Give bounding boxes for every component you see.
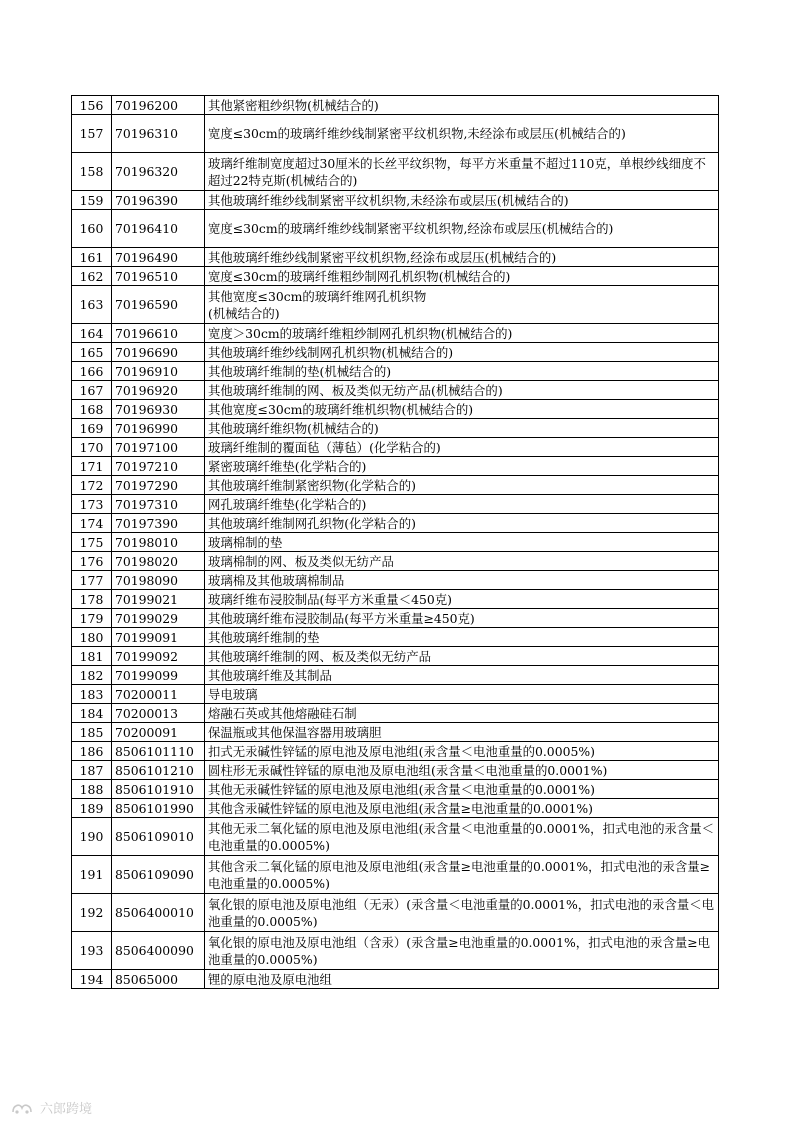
table-row <box>72 970 719 989</box>
table-row <box>72 457 719 476</box>
description-cell: 玻璃棉制的网、板及类似无纺产品 <box>205 552 719 571</box>
hs-code-cell: 70196690 <box>112 343 205 362</box>
table-row <box>72 286 719 324</box>
table-row <box>72 932 719 970</box>
row-number-cell: 166 <box>72 362 112 381</box>
row-number-cell: 191 <box>72 856 112 894</box>
table-row <box>72 533 719 552</box>
row-number-cell: 176 <box>72 552 112 571</box>
description-cell: 玻璃棉及其他玻璃棉制品 <box>205 571 719 590</box>
table-row <box>72 894 719 932</box>
table-row <box>72 685 719 704</box>
description-cell: 玻璃纤维制的覆面毡（薄毡）(化学粘合的) <box>205 438 719 457</box>
row-number-cell: 179 <box>72 609 112 628</box>
row-number-cell: 171 <box>72 457 112 476</box>
description-cell: 其他玻璃纤维织物(机械结合的) <box>205 419 719 438</box>
description-cell: 玻璃棉制的垫 <box>205 533 719 552</box>
hs-code-cell: 8506101990 <box>112 799 205 818</box>
description-cell: 网孔玻璃纤维垫(化学粘合的) <box>205 495 719 514</box>
hs-code-cell: 70199092 <box>112 647 205 666</box>
hs-code-cell: 70199091 <box>112 628 205 647</box>
description-cell: 其他紧密粗纱织物(机械结合的) <box>205 96 719 115</box>
description-cell: 其他玻璃纤维及其制品 <box>205 666 719 685</box>
hs-code-cell: 85065000 <box>112 970 205 989</box>
description-cell: 其他玻璃纤维制的网、板及类似无纺产品 <box>205 647 719 666</box>
row-number-cell: 178 <box>72 590 112 609</box>
table-row <box>72 552 719 571</box>
row-number-cell: 158 <box>72 153 112 191</box>
table-row <box>72 856 719 894</box>
table-row <box>72 780 719 799</box>
description-cell: 其他玻璃纤维纱线制网孔机织物(机械结合的) <box>205 343 719 362</box>
row-number-cell: 180 <box>72 628 112 647</box>
hs-code-cell: 70197100 <box>112 438 205 457</box>
description-cell: 氧化银的原电池及原电池组（无汞）(汞含量＜电池重量的0.0001%，扣式电池的汞含量＜电池重量的0.0005%) <box>205 894 719 932</box>
table-row <box>72 419 719 438</box>
description-cell: 扣式无汞碱性锌锰的原电池及原电池组(汞含量＜电池重量的0.0005%) <box>205 742 719 761</box>
hs-code-cell: 70196390 <box>112 191 205 210</box>
table-row <box>72 742 719 761</box>
table-row <box>72 96 719 115</box>
hs-code-cell: 8506101210 <box>112 761 205 780</box>
description-cell: 圆柱形无汞碱性锌锰的原电池及原电池组(汞含量＜电池重量的0.0001%) <box>205 761 719 780</box>
hs-code-cell: 8506109010 <box>112 818 205 856</box>
hs-code-cell: 70196490 <box>112 248 205 267</box>
description-cell: 熔融石英或其他熔融硅石制 <box>205 704 719 723</box>
row-number-cell: 175 <box>72 533 112 552</box>
description-cell: 其他含汞二氧化锰的原电池及原电池组(汞含量≥电池重量的0.0001%，扣式电池的汞含量≥电池重量的0.0005%) <box>205 856 719 894</box>
hs-code-cell: 70196310 <box>112 115 205 153</box>
table-row <box>72 590 719 609</box>
hs-code-cell: 70196590 <box>112 286 205 324</box>
table-row <box>72 343 719 362</box>
hs-code-cell: 70196920 <box>112 381 205 400</box>
hs-code-cell: 70196200 <box>112 96 205 115</box>
row-number-cell: 182 <box>72 666 112 685</box>
row-number-cell: 170 <box>72 438 112 457</box>
row-number-cell: 160 <box>72 210 112 248</box>
hs-code-cell: 70196910 <box>112 362 205 381</box>
description-cell: 宽度≤30cm的玻璃纤维纱线制紧密平纹机织物,经涂布或层压(机械结合的) <box>205 210 719 248</box>
row-number-cell: 162 <box>72 267 112 286</box>
row-number-cell: 157 <box>72 115 112 153</box>
table-row <box>72 115 719 153</box>
row-number-cell: 184 <box>72 704 112 723</box>
hs-code-cell: 70196410 <box>112 210 205 248</box>
description-cell: 其他宽度≤30cm的玻璃纤维机织物(机械结合的) <box>205 400 719 419</box>
table-row <box>72 799 719 818</box>
description-cell: 其他玻璃纤维制的网、板及类似无纺产品(机械结合的) <box>205 381 719 400</box>
hs-code-cell: 70196610 <box>112 324 205 343</box>
row-number-cell: 188 <box>72 780 112 799</box>
row-number-cell: 163 <box>72 286 112 324</box>
row-number-cell: 181 <box>72 647 112 666</box>
row-number-cell: 173 <box>72 495 112 514</box>
table-row <box>72 647 719 666</box>
row-number-cell: 174 <box>72 514 112 533</box>
row-number-cell: 194 <box>72 970 112 989</box>
row-number-cell: 161 <box>72 248 112 267</box>
table-row <box>72 267 719 286</box>
description-cell: 紧密玻璃纤维垫(化学粘合的) <box>205 457 719 476</box>
description-cell: 玻璃纤维布浸胶制品(每平方米重量＜450克) <box>205 590 719 609</box>
description-cell: 其他宽度≤30cm的玻璃纤维网孔机织物 (机械结合的) <box>205 286 719 324</box>
table-row <box>72 723 719 742</box>
hs-code-cell: 8506400010 <box>112 894 205 932</box>
table-row <box>72 362 719 381</box>
table-row <box>72 818 719 856</box>
hs-code-cell: 8506101110 <box>112 742 205 761</box>
description-cell: 其他玻璃纤维纱线制紧密平纹机织物,未经涂布或层压(机械结合的) <box>205 191 719 210</box>
hs-code-cell: 70198020 <box>112 552 205 571</box>
description-cell: 宽度≤30cm的玻璃纤维粗纱制网孔机织物(机械结合的) <box>205 267 719 286</box>
description-cell: 其他玻璃纤维制的垫 <box>205 628 719 647</box>
description-cell: 锂的原电池及原电池组 <box>205 970 719 989</box>
description-cell: 其他含汞碱性锌锰的原电池及原电池组(汞含量≥电池重量的0.0001%) <box>205 799 719 818</box>
description-cell: 宽度≤30cm的玻璃纤维纱线制紧密平纹机织物,未经涂布或层压(机械结合的) <box>205 115 719 153</box>
description-cell: 玻璃纤维制宽度超过30厘米的长丝平纹织物，每平方米重量不超过110克，单根纱线细度不超过22特克斯(机械结合的) <box>205 153 719 191</box>
hs-code-cell: 70198010 <box>112 533 205 552</box>
row-number-cell: 172 <box>72 476 112 495</box>
description-cell: 导电玻璃 <box>205 685 719 704</box>
hs-code-cell: 70199099 <box>112 666 205 685</box>
hs-code-cell: 70198090 <box>112 571 205 590</box>
row-number-cell: 164 <box>72 324 112 343</box>
table-row <box>72 248 719 267</box>
watermark <box>10 1098 92 1117</box>
hs-code-cell: 8506400090 <box>112 932 205 970</box>
description-cell: 其他玻璃纤维制紧密织物(化学粘合的) <box>205 476 719 495</box>
table-row <box>72 400 719 419</box>
row-number-cell: 159 <box>72 191 112 210</box>
hs-code-cell: 70196510 <box>112 267 205 286</box>
hs-code-cell: 70196930 <box>112 400 205 419</box>
table-row <box>72 495 719 514</box>
description-cell: 其他玻璃纤维制网孔织物(化学粘合的) <box>205 514 719 533</box>
row-number-cell: 167 <box>72 381 112 400</box>
hs-code-cell: 70197290 <box>112 476 205 495</box>
watermark-text: 六郎跨境 <box>40 1102 93 1117</box>
hs-code-cell: 70196990 <box>112 419 205 438</box>
table-row <box>72 153 719 191</box>
table-row <box>72 381 719 400</box>
table-row <box>72 761 719 780</box>
table-row <box>72 476 719 495</box>
table-row <box>72 191 719 210</box>
tariff-code-table <box>71 95 719 989</box>
hs-code-cell: 70200013 <box>112 704 205 723</box>
watermark-logo-icon <box>10 1100 36 1116</box>
row-number-cell: 169 <box>72 419 112 438</box>
hs-code-cell: 70199021 <box>112 590 205 609</box>
description-cell: 氧化银的原电池及原电池组（含汞）(汞含量≥电池重量的0.0001%，扣式电池的汞含量≥电池重量的0.0005%) <box>205 932 719 970</box>
description-cell: 其他无汞碱性锌锰的原电池及原电池组(汞含量＜电池重量的0.0001%) <box>205 780 719 799</box>
hs-code-cell: 8506101910 <box>112 780 205 799</box>
hs-code-cell: 70197210 <box>112 457 205 476</box>
row-number-cell: 186 <box>72 742 112 761</box>
row-number-cell: 193 <box>72 932 112 970</box>
table-row <box>72 210 719 248</box>
description-cell: 保温瓶或其他保温容器用玻璃胆 <box>205 723 719 742</box>
hs-code-cell: 70200091 <box>112 723 205 742</box>
row-number-cell: 156 <box>72 96 112 115</box>
hs-code-cell: 70200011 <box>112 685 205 704</box>
row-number-cell: 165 <box>72 343 112 362</box>
table-row <box>72 609 719 628</box>
row-number-cell: 185 <box>72 723 112 742</box>
table-body <box>72 96 719 989</box>
hs-code-cell: 70197310 <box>112 495 205 514</box>
row-number-cell: 183 <box>72 685 112 704</box>
row-number-cell: 190 <box>72 818 112 856</box>
table-row <box>72 666 719 685</box>
row-number-cell: 192 <box>72 894 112 932</box>
row-number-cell: 189 <box>72 799 112 818</box>
hs-code-cell: 70197390 <box>112 514 205 533</box>
table-row <box>72 704 719 723</box>
table-row <box>72 324 719 343</box>
hs-code-cell: 70199029 <box>112 609 205 628</box>
table-row <box>72 628 719 647</box>
table-row <box>72 571 719 590</box>
table-row <box>72 438 719 457</box>
row-number-cell: 187 <box>72 761 112 780</box>
description-cell: 其他玻璃纤维纱线制紧密平纹机织物,经涂布或层压(机械结合的) <box>205 248 719 267</box>
hs-code-cell: 8506109090 <box>112 856 205 894</box>
table-row <box>72 514 719 533</box>
description-cell: 其他无汞二氧化锰的原电池及原电池组(汞含量＜电池重量的0.0001%，扣式电池的汞含量＜电池重量的0.0005%) <box>205 818 719 856</box>
row-number-cell: 168 <box>72 400 112 419</box>
hs-code-cell: 70196320 <box>112 153 205 191</box>
description-cell: 其他玻璃纤维制的垫(机械结合的) <box>205 362 719 381</box>
row-number-cell: 177 <box>72 571 112 590</box>
description-cell: 宽度＞30cm的玻璃纤维粗纱制网孔机织物(机械结合的) <box>205 324 719 343</box>
description-cell: 其他玻璃纤维布浸胶制品(每平方米重量≥450克) <box>205 609 719 628</box>
